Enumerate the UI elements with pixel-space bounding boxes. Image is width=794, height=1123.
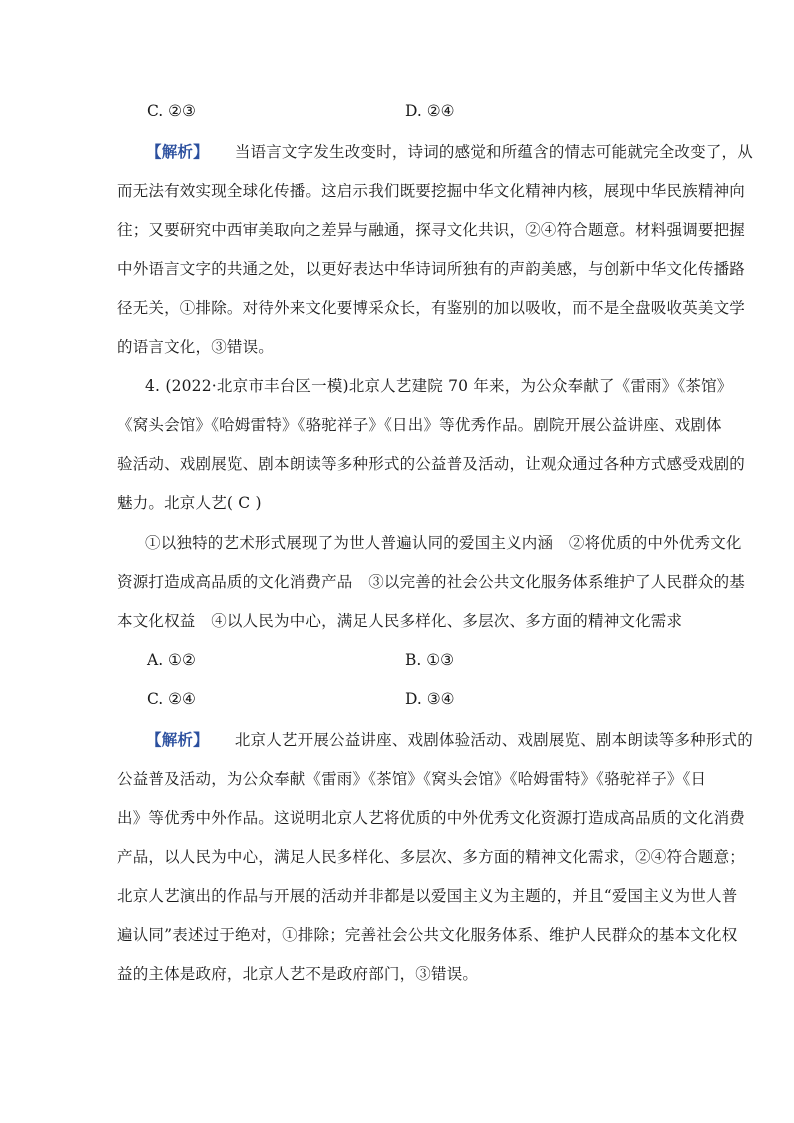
q4-analysis-line-5: 北京人艺演出的作品与开展的活动并非都是以爱国主义为主题的，并且“爱国主义为世人普 (117, 887, 738, 905)
q4-option-b: B. ①③ (405, 651, 455, 669)
q3-analysis-line-2: 而无法有效实现全球化传播。这启示我们既要挖掘中华文化精神内核，展现中华民族精神向 (117, 182, 746, 200)
q4-stem-line-1: 4. (2022·北京市丰台区一模)北京人艺建院 70 年来，为公众奉献了《雷雨》《茶馆》 (145, 377, 733, 395)
analysis-tag: 【解析】 (146, 142, 209, 161)
q4-stem-line-2: 《窝头会馆》《哈姆雷特》《骆驼祥子》《日出》等优秀作品。剧院开展公益讲座、戏剧体 (117, 416, 722, 434)
q3-analysis-line-6: 的语言文化，③错误。 (117, 338, 275, 356)
q4-option-d: D. ③④ (405, 690, 455, 708)
q4-option-c: C. ②④ (147, 690, 196, 708)
q4-statement-line-2: 资源打造成高品质的文化消费产品 ③以完善的社会公共文化服务体系维护了人民群众的基 (117, 573, 746, 591)
q4-analysis-line-3: 出》等优秀中外作品。这说明北京人艺将优质的中外优秀文化资源打造成高品质的文化消费 (117, 809, 746, 827)
q4-option-a: A. ①② (147, 651, 196, 669)
q4-analysis-line-1: 【解析】 北京人艺开展公益讲座、戏剧体验活动、戏剧展览、剧本朗读等多种形式的 (146, 730, 753, 749)
analysis-tag: 【解析】 (146, 730, 209, 749)
q3-option-d: D. ②④ (405, 102, 455, 120)
q3-analysis-line-3: 往；又要研究中西审美取向之差异与融通，探寻文化共识，②④符合题意。材料强调要把握 (117, 221, 746, 239)
q4-stem-line-3: 验活动、戏剧展览、剧本朗读等多种形式的公益普及活动，让观众通过各种方式感受戏剧的 (117, 455, 746, 473)
q3-analysis-line-1: 【解析】 当语言文字发生改变时，诗词的感觉和所蕴含的情志可能就完全改变了，从 (146, 142, 753, 161)
q4-statement-line-1: ①以独特的艺术形式展现了为世人普遍认同的爱国主义内涵 ②将优质的中外优秀文化 (145, 534, 742, 552)
q3-analysis-line-5: 径无关，①排除。对待外来文化要博采众长，有鉴别的加以吸收，而不是全盘吸收英美文学 (117, 299, 746, 317)
q4-analysis-line-2: 公益普及活动，为公众奉献《雷雨》《茶馆》《窝头会馆》《哈姆雷特》《骆驼祥子》《日 (117, 770, 707, 788)
q4-analysis-line-6: 遍认同”表述过于绝对，①排除；完善社会公共文化服务体系、维护人民群众的基本文化权 (117, 926, 738, 944)
q4-statement-line-3: 本文化权益 ④以人民为中心，满足人民多样化、多层次、多方面的精神文化需求 (117, 612, 683, 630)
q4-stem-line-4: 魅力。北京人艺( C ) (117, 494, 262, 512)
q4-analysis-line-4: 产品，以人民为中心，满足人民多样化、多层次、多方面的精神文化需求，②④符合题意； (117, 848, 746, 866)
q4-analysis-line-7: 益的主体是政府，北京人艺不是政府部门，③错误。 (117, 965, 479, 983)
q3-option-c: C. ②③ (147, 102, 196, 120)
q3-analysis-line-4: 中外语言文字的共通之处，以更好表达中华诗词所独有的声韵美感，与创新中华文化传播路 (117, 260, 746, 278)
